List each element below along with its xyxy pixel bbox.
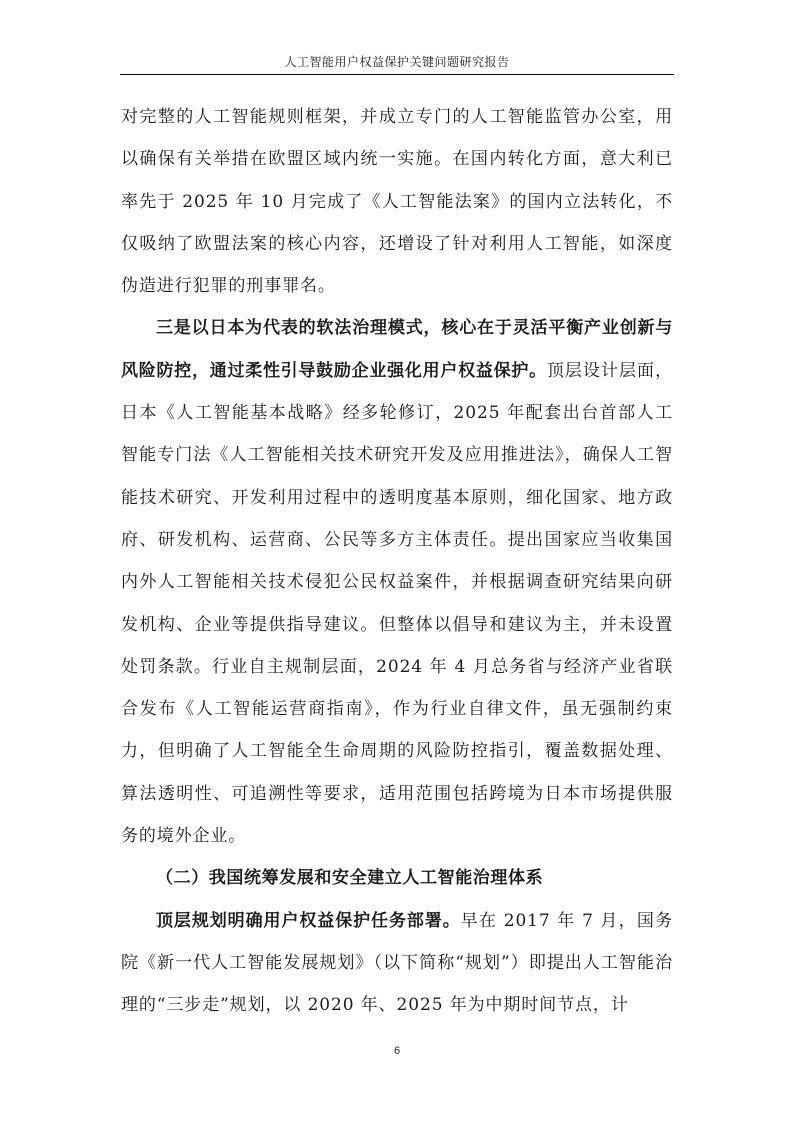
paragraph-text: 早在 2017 年 7 月，国务院《新一代人工智能发展规划》（以下简称“规划”）即提出人工智能治理的“三步走”规划，以 2020 年、2025 年为中期时间节点，计 xyxy=(121,910,673,1016)
paragraph-lead: 顶层规划明确用户权益保护任务部署。 xyxy=(156,910,461,931)
paragraph-lead: 三是以日本为代表的软法治理模式，核心在于灵活平衡产业创新与风险防控，通过柔性引导鼓励企业强化用户权益保护。 xyxy=(121,318,673,381)
document-body xyxy=(121,96,673,1027)
running-header: 人工智能用户权益保护关键问题研究报告 xyxy=(284,55,510,69)
paragraph-japan-soft-law xyxy=(121,307,673,857)
paragraph-text: 顶层设计层面，日本《人工智能基本战略》经多轮修订，2025 年配套出台首部人工智能专门法《人工智能相关技术研究开发及应用推进法》，确保人工智能技术研究、开发利用过程中的透明度基本原则，细化国家、地方政府、研发机构、运营商、公民等多方主体责任。提出国家应当收集国内外人工智能相关技术侵犯公民权益案件，并根据调查研究结果向研发机构、企业等提供指导建议。但整体以倡导和建议为主，并未设置处罚条款。行业自主规制层面，2024 年 4 月总务省与经济产业省联合发布《人工智能运营商指南》，作为行业自律文件，虽无强制约束力，但明确了人工智能全生命周期的风险防控指引，覆盖数据处理、算法透明性、可追溯性等要求，适用范围包括跨境为日本市场提供服务的境外企业。 xyxy=(121,360,673,847)
section-heading: （二）我国统筹发展和安全建立人工智能治理体系 xyxy=(156,868,544,889)
page-number: 6 xyxy=(393,1045,401,1057)
paragraph-text: 对完整的人工智能规则框架，并成立专门的人工智能监管办公室，用以确保有关举措在欧盟区域内统一实施。在国内转化方面，意大利已率先于 2025 年 10 月完成了《人工智能法案》的国内立法转化，不仅吸纳了欧盟法案的核心内容，还增设了针对利用人工智能，如深度伪造进行犯罪的刑事罪名。 xyxy=(121,107,673,297)
paragraph-top-level-plan xyxy=(121,900,673,1027)
paragraph-eu-framework xyxy=(121,96,673,307)
header-rule xyxy=(120,74,674,75)
